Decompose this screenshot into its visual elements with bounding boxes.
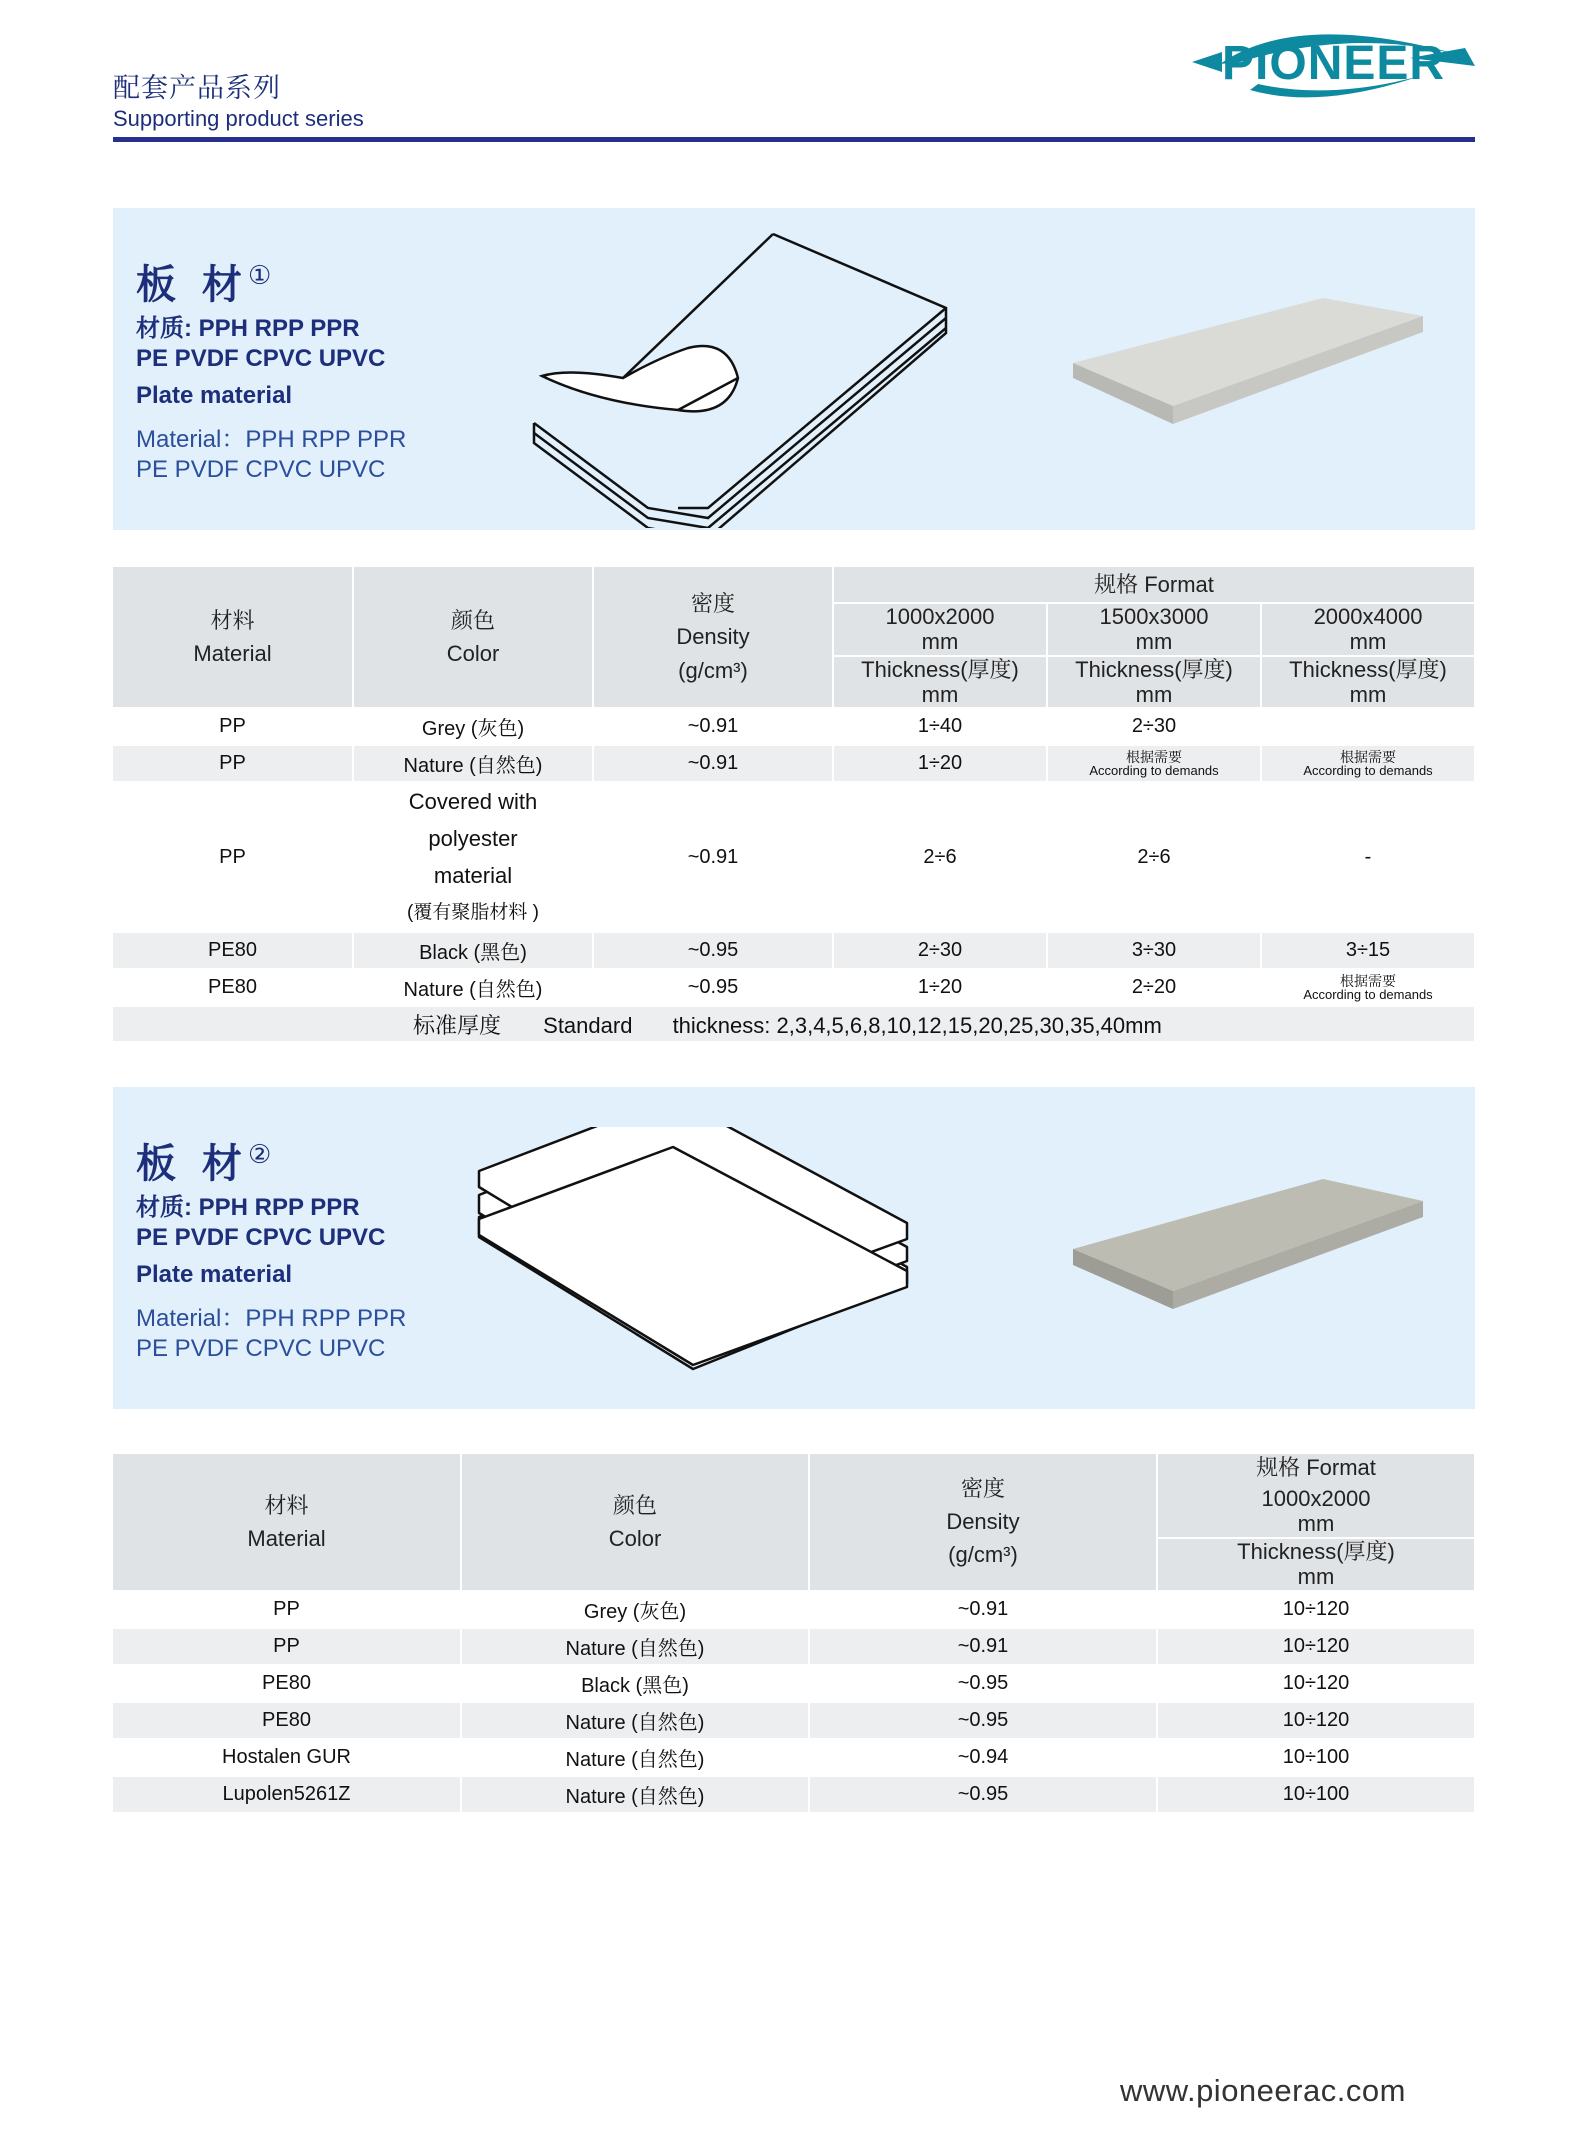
header-size-2: 1500x3000 mm	[1047, 603, 1261, 656]
table-row: PE80 Black (黑色) ~0.95 2÷30 3÷30 3÷15	[113, 932, 1475, 969]
material-list-en: PE PVDF CPVC UPVC	[136, 456, 386, 483]
peeling-film-sheet-illustration	[528, 218, 958, 528]
section-title-cn: 配套产品系列	[113, 73, 281, 104]
logo-text: PIONEER	[1222, 37, 1446, 90]
header-color: 颜色 Color	[353, 567, 593, 708]
standard-thickness-row: 标准厚度 Standard thickness: 2,3,4,5,6,8,10,12,15,20,25,30,35,40mm	[113, 1006, 1475, 1042]
material-list-en: PE PVDF CPVC UPVC	[136, 1335, 386, 1362]
table-row: PP Grey (灰色) ~0.91 10÷120	[113, 1591, 1475, 1628]
grey-plate-photo	[1063, 1179, 1433, 1339]
website-link[interactable]: www.pioneerac.com	[1120, 2073, 1406, 2108]
material-cn: 材质: PPH RPP PPR	[136, 315, 360, 342]
plate-material-label: Plate material	[136, 1261, 293, 1288]
table-row: Hostalen GUR Nature (自然色) ~0.94 10÷100	[113, 1739, 1475, 1776]
panel-title	[136, 1132, 271, 1189]
material-list: PE PVDF CPVC UPVC	[136, 1224, 386, 1251]
header-density: 密度 Density (g/cm³)	[593, 567, 833, 708]
material-list: PE PVDF CPVC UPVC	[136, 345, 386, 372]
plate-material-label: Plate material	[136, 382, 293, 409]
table-row: Lupolen5261Z Nature (自然色) ~0.95 10÷100	[113, 1776, 1475, 1813]
spec-table-2	[113, 1454, 1476, 1814]
grey-plate-photo	[1063, 298, 1433, 458]
header-color: 颜色 Color	[461, 1454, 809, 1591]
header-format: 规格 Format 1000x2000 mm	[1157, 1454, 1475, 1538]
pioneer-logo	[1180, 18, 1480, 98]
section-title-en: Supporting product series	[113, 106, 364, 131]
panel-title-text: 板 材	[136, 262, 248, 308]
panel-title-text: 板 材	[136, 1141, 248, 1187]
table-row: PP Grey (灰色) ~0.91 1÷40 2÷30	[113, 708, 1475, 745]
panel-number: ①	[247, 261, 272, 291]
table-row: PE80 Nature (自然色) ~0.95 10÷120	[113, 1702, 1475, 1739]
header-size-3: 2000x4000 mm	[1261, 603, 1475, 656]
header-thickness-1: Thickness(厚度) mm	[833, 656, 1047, 709]
header-divider	[113, 137, 1475, 142]
header-material: 材料 Material	[113, 567, 353, 708]
panel-title	[136, 253, 271, 310]
material-en: Material：PPH RPP PPR	[136, 426, 407, 453]
plate-panel-2	[113, 1087, 1475, 1409]
header-thickness-3: Thickness(厚度) mm	[1261, 656, 1475, 709]
header-thickness: Thickness(厚度) mm	[1157, 1538, 1475, 1591]
panel-number: ②	[247, 1140, 272, 1170]
table-row: PP Nature (自然色) ~0.91 1÷20 根据需要 According to demands 根据需要 According to demands	[113, 745, 1475, 782]
plate-panel-1	[113, 208, 1475, 530]
table-row: PP Covered with polyester material (覆有聚脂材料 ) ~0.91 2÷6 2÷6 -	[113, 782, 1475, 932]
material-en: Material：PPH RPP PPR	[136, 1305, 407, 1332]
header-material: 材料 Material	[113, 1454, 461, 1591]
table-row: PE80 Nature (自然色) ~0.95 1÷20 2÷20 根据需要 According to demands	[113, 969, 1475, 1006]
header-density: 密度 Density (g/cm³)	[809, 1454, 1157, 1591]
stacked-sheets-illustration	[473, 1127, 943, 1377]
spec-table-1	[113, 567, 1476, 1043]
header-size-1: 1000x2000 mm	[833, 603, 1047, 656]
header-format: 规格 Format	[833, 567, 1475, 603]
table-row: PE80 Black (黑色) ~0.95 10÷120	[113, 1665, 1475, 1702]
header-thickness-2: Thickness(厚度) mm	[1047, 656, 1261, 709]
table-row: PP Nature (自然色) ~0.91 10÷120	[113, 1628, 1475, 1665]
material-cn: 材质: PPH RPP PPR	[136, 1194, 360, 1221]
